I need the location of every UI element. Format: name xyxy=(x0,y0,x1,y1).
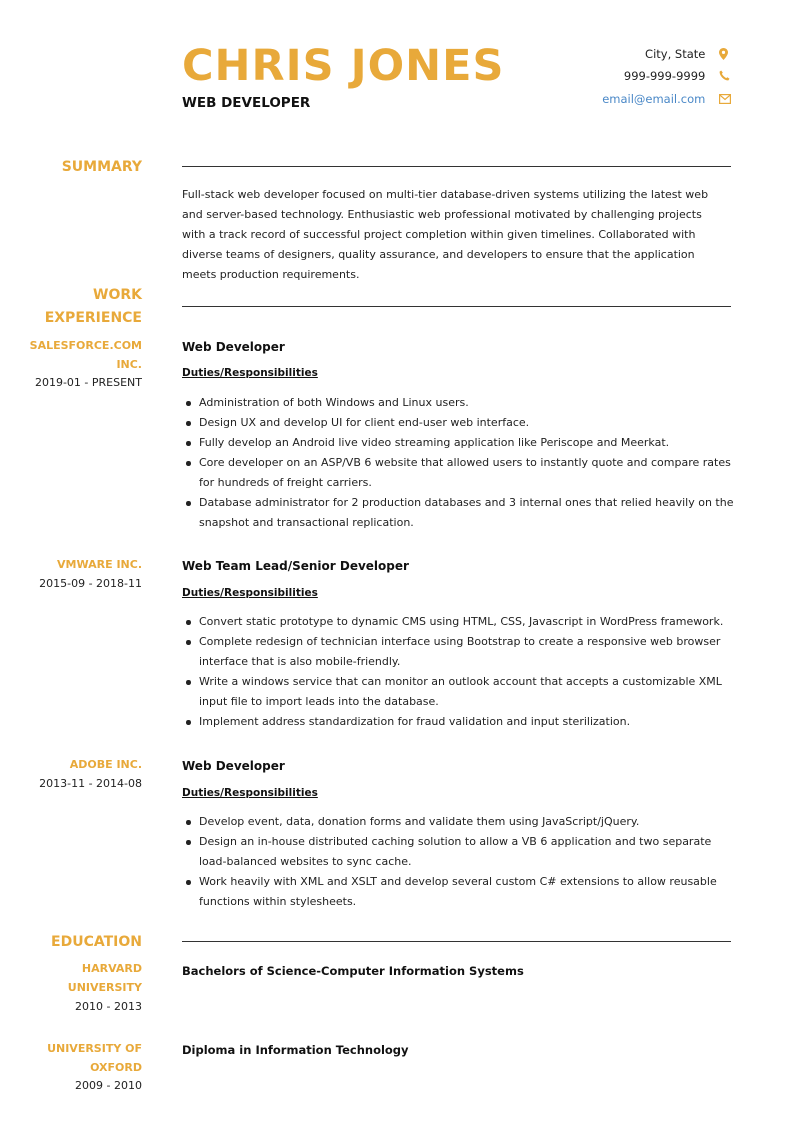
school-name xyxy=(22,960,142,997)
list-item: Core developer on an ASP/VB 6 website that allowed users to instantly quote and compare rates for hundreds of freight carriers. xyxy=(182,453,734,493)
summary-text: Full-stack web developer focused on multi-tier database-driven systems utilizing the latest web and server-based technology. Enthusiastic web professional motivated by challenging projects with a track record of successful project completion within given timelines. Collaborated with diverse teams of designers, quality assurance, and developers to ensure that the application meets production requirements. xyxy=(182,188,709,281)
job-dates: 2015-09 - 2018-11 xyxy=(39,577,142,590)
duties-label: Duties/Responsibilities xyxy=(182,367,318,379)
phone-text: 999-999-9999 xyxy=(623,68,706,83)
company-name-line: SALESFORCE.COM xyxy=(29,339,142,352)
job-role: Web Developer xyxy=(182,340,285,354)
list-item: Design an in-house distributed caching solution to allow a VB 6 application and two separate load-balanced websites to sync cache. xyxy=(182,832,734,872)
summary-heading: SUMMARY xyxy=(61,159,142,175)
job-bullet-list xyxy=(182,612,734,732)
job-dates: 2019-01 - PRESENT xyxy=(34,376,142,389)
job-bullet-list xyxy=(182,393,734,533)
list-item: Administration of both Windows and Linux users. xyxy=(182,393,734,413)
school-name-line: OXFORD xyxy=(90,1060,142,1074)
contact-email xyxy=(431,91,731,106)
list-item: Complete redesign of technician interface using Bootstrap to create a responsive web browser interface that is also mobile-friendly. xyxy=(182,632,734,672)
duties-label: Duties/Responsibilities xyxy=(182,787,318,799)
education-dates: 2010 - 2013 xyxy=(75,1000,142,1013)
company-name: ADOBE INC. xyxy=(69,758,142,771)
experience-heading-line1: WORK xyxy=(93,287,142,303)
phone-icon xyxy=(719,70,731,81)
job-title: WEB DEVELOPER xyxy=(182,95,311,111)
school-name-line: UNIVERSITY OF xyxy=(47,1042,142,1055)
education-heading: EDUCATION xyxy=(51,934,142,950)
school-name-line: HARVARD xyxy=(81,962,142,975)
school-name-line: UNIVERSITY xyxy=(67,980,142,994)
duties-label: Duties/Responsibilities xyxy=(182,587,318,599)
company-name xyxy=(22,337,142,374)
list-item: Write a windows service that can monitor an outlook account that accepts a customizable XML input file to import leads into the database. xyxy=(182,672,734,712)
envelope-icon xyxy=(719,94,731,104)
email-link[interactable]: email@email.com xyxy=(602,91,706,106)
summary-divider xyxy=(182,166,731,167)
education-divider xyxy=(182,941,731,942)
company-name-line: INC. xyxy=(116,357,142,371)
list-item: Convert static prototype to dynamic CMS using HTML, CSS, Javascript in WordPress framework. xyxy=(182,612,734,632)
experience-heading-line2: EXPERIENCE xyxy=(44,310,142,326)
contact-phone xyxy=(431,68,731,83)
job-role: Web Developer xyxy=(182,759,285,773)
list-item: Work heavily with XML and XSLT and develop several custom C# extensions to allow reusable functions within stylesheets. xyxy=(182,872,734,912)
list-item: Design UX and develop UI for client end-user web interface. xyxy=(182,413,734,433)
contact-location xyxy=(431,46,731,61)
job-dates: 2013-11 - 2014-08 xyxy=(39,777,142,790)
company-name: VMWARE INC. xyxy=(57,558,142,571)
job-role: Web Team Lead/Senior Developer xyxy=(182,559,409,573)
job-bullet-list xyxy=(182,812,734,912)
candidate-name: CHRIS JONES xyxy=(182,41,505,91)
list-item: Implement address standardization for fraud validation and input sterilization. xyxy=(182,712,734,732)
school-name xyxy=(22,1040,142,1077)
list-item: Database administrator for 2 production databases and 3 internal ones that relied heavily on the snapshot and transactional replication. xyxy=(182,493,734,533)
location-pin-icon xyxy=(719,48,731,60)
education-dates: 2009 - 2010 xyxy=(75,1079,142,1092)
list-item: Fully develop an Android live video streaming application like Periscope and Meerkat. xyxy=(182,433,734,453)
degree-title: Bachelors of Science-Computer Information Systems xyxy=(182,964,524,978)
experience-divider xyxy=(182,306,731,307)
experience-heading xyxy=(22,284,142,330)
degree-title: Diploma in Information Technology xyxy=(182,1043,409,1057)
list-item: Develop event, data, donation forms and validate them using JavaScript/jQuery. xyxy=(182,812,734,832)
location-text: City, State xyxy=(645,46,706,61)
